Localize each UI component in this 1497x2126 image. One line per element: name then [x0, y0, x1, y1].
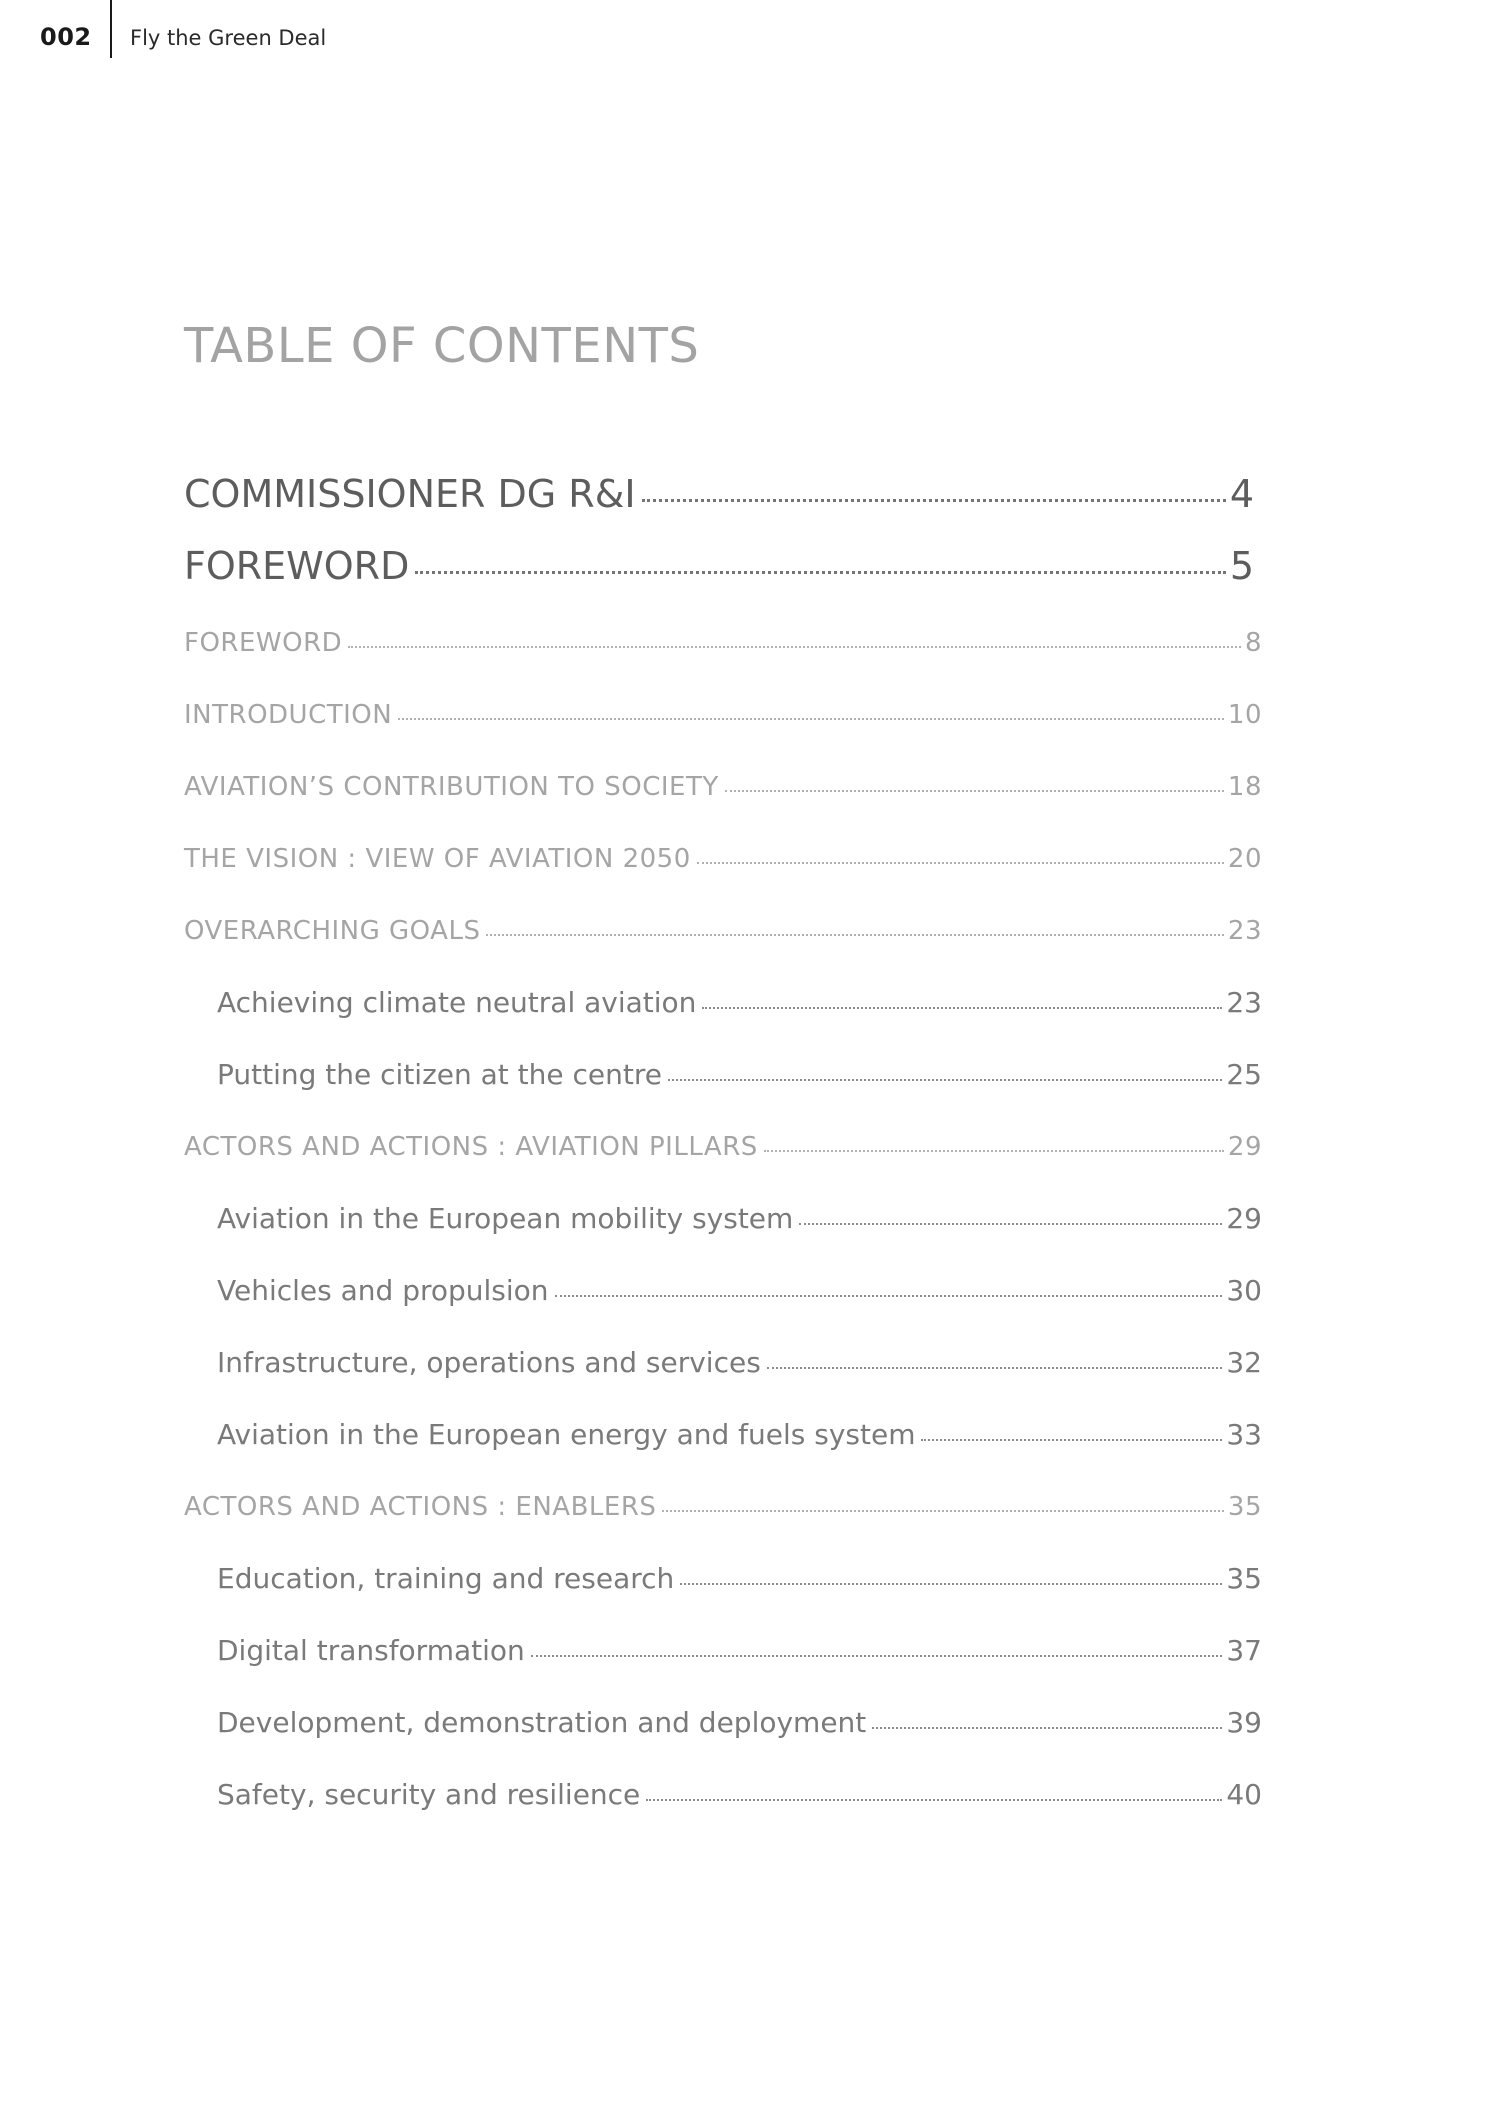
toc-entry-aviation-pillars[interactable] [184, 1129, 1262, 1165]
dot-leader [642, 499, 1226, 502]
toc-entry-climate-neutral[interactable] [217, 985, 1262, 1021]
dot-leader [702, 1007, 1222, 1009]
toc-entry-label: Safety, security and resilience [217, 1778, 641, 1811]
toc-entry-citizen-centre[interactable] [217, 1057, 1262, 1093]
toc-entry-page: 18 [1227, 772, 1262, 802]
dot-leader [555, 1295, 1223, 1297]
toc-entry-development[interactable] [217, 1705, 1262, 1741]
toc-entry-label: Infrastructure, operations and services [217, 1346, 761, 1379]
toc-entry-digital[interactable] [217, 1633, 1262, 1669]
dot-leader [531, 1655, 1223, 1657]
toc-entry-page: 35 [1226, 1562, 1262, 1595]
toc-entry-page: 33 [1226, 1418, 1262, 1451]
toc-entry-label: Digital transformation [217, 1634, 525, 1667]
toc-entry-page: 25 [1226, 1058, 1262, 1091]
toc-entry-page: 29 [1227, 1132, 1262, 1162]
toc-entry-page: 10 [1227, 700, 1262, 730]
toc-entry-label: AVIATION’S CONTRIBUTION TO SOCIETY [184, 772, 719, 802]
toc-entry-infrastructure[interactable] [217, 1345, 1262, 1381]
dot-leader [662, 1510, 1223, 1512]
toc-entry-label: Aviation in the European mobility system [217, 1202, 794, 1235]
toc-entry-page: 4 [1229, 472, 1254, 516]
toc-entry-page: 40 [1226, 1778, 1262, 1811]
toc-entry-mobility-system[interactable] [217, 1201, 1262, 1237]
toc-entry-education[interactable] [217, 1561, 1262, 1597]
toc-entry-page: 32 [1226, 1346, 1262, 1379]
dot-leader [764, 1150, 1224, 1152]
toc-entry-label: OVERARCHING GOALS [184, 916, 481, 946]
dot-leader [398, 718, 1224, 720]
dot-leader [646, 1799, 1222, 1801]
toc-entry-label: ACTORS AND ACTIONS : ENABLERS [184, 1492, 657, 1522]
dot-leader [799, 1223, 1222, 1225]
toc-entry-energy-fuels[interactable] [217, 1417, 1262, 1453]
dot-leader [486, 934, 1223, 936]
toc-entry-label: Achieving climate neutral aviation [217, 986, 697, 1019]
header-divider [110, 0, 112, 58]
toc-entry-safety[interactable] [217, 1777, 1262, 1813]
toc-entry-label: INTRODUCTION [184, 700, 393, 730]
toc-entry-vehicles-propulsion[interactable] [217, 1273, 1262, 1309]
toc-entry-contribution-to-society[interactable] [184, 769, 1262, 805]
toc-entry-label: Aviation in the European energy and fuels system [217, 1418, 916, 1451]
page-header [0, 0, 600, 60]
page-number: 002 [40, 23, 92, 51]
dot-leader [767, 1367, 1223, 1369]
document-title: Fly the Green Deal [130, 26, 327, 50]
toc-entry-label: Vehicles and propulsion [217, 1274, 549, 1307]
dot-leader [872, 1727, 1222, 1729]
dot-leader [415, 571, 1225, 574]
toc-entry-page: 20 [1227, 844, 1262, 874]
dot-leader [921, 1439, 1222, 1441]
toc-entry-page: 23 [1226, 986, 1262, 1019]
toc-entry-introduction[interactable] [184, 697, 1262, 733]
toc-entry-label: FOREWORD [184, 628, 343, 658]
toc-entry-label: Education, training and research [217, 1562, 675, 1595]
toc-entry-commissioner[interactable] [184, 470, 1254, 518]
toc-entry-overarching-goals[interactable] [184, 913, 1262, 949]
dot-leader [725, 790, 1224, 792]
dot-leader [680, 1583, 1222, 1585]
dot-leader [668, 1079, 1222, 1081]
toc-entry-vision-2050[interactable] [184, 841, 1262, 877]
toc-entry-page: 29 [1226, 1202, 1262, 1235]
toc-entry-label: Development, demonstration and deployment [217, 1706, 867, 1739]
toc-entry-page: 23 [1227, 916, 1262, 946]
toc-entry-label: ACTORS AND ACTIONS : AVIATION PILLARS [184, 1132, 758, 1162]
toc-entry-enablers[interactable] [184, 1489, 1262, 1525]
toc-entry-label: FOREWORD [184, 544, 410, 588]
toc-entry-page: 30 [1226, 1274, 1262, 1307]
toc-entry-label: COMMISSIONER DG R&I [184, 472, 636, 516]
toc-entry-page: 8 [1244, 628, 1262, 658]
toc-entry-foreword[interactable] [184, 542, 1254, 590]
toc-entry-label: THE VISION : VIEW OF AVIATION 2050 [184, 844, 691, 874]
toc-entry-label: Putting the citizen at the centre [217, 1058, 663, 1091]
toc-entry-page: 35 [1227, 1492, 1262, 1522]
toc-entry-foreword-section[interactable] [184, 625, 1262, 661]
dot-leader [697, 862, 1224, 864]
toc-entry-page: 39 [1226, 1706, 1262, 1739]
dot-leader [348, 646, 1241, 648]
toc-entry-page: 37 [1226, 1634, 1262, 1667]
toc-entry-page: 5 [1229, 544, 1254, 588]
toc-heading: TABLE OF CONTENTS [184, 318, 700, 374]
